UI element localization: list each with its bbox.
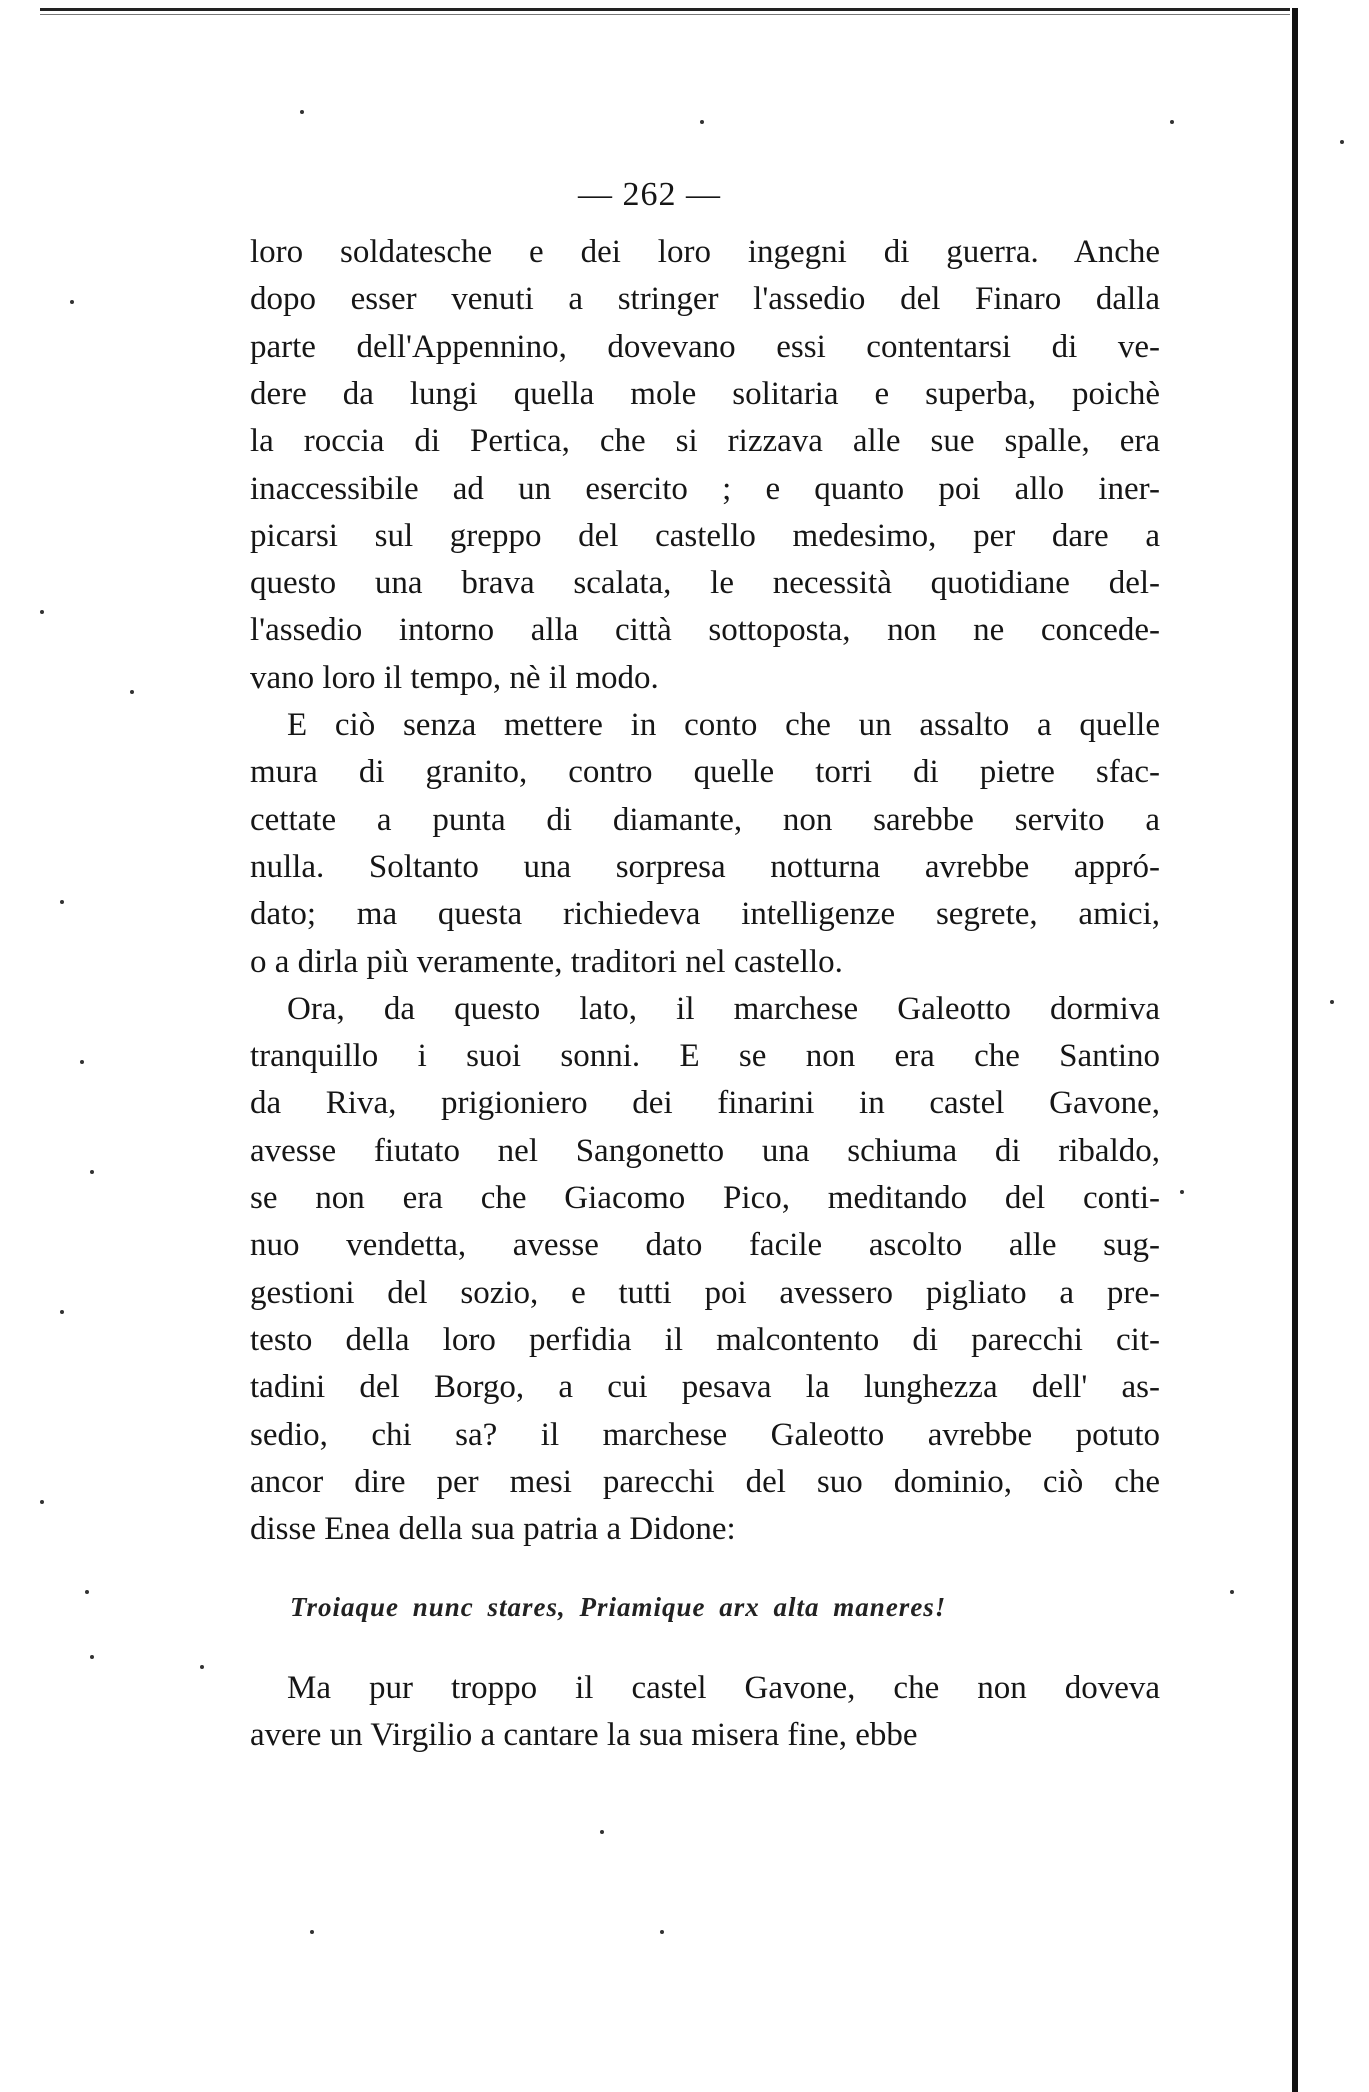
text-line: Ma pur troppo il castel Gavone, che non doveva <box>287 1670 1160 1706</box>
text-line: tranquillo i suoi sonni. E se non era che Santino <box>250 1038 1160 1075</box>
scan-speck <box>85 1590 89 1594</box>
page-number-text: — 262 — <box>578 176 721 213</box>
scan-speck <box>1230 1590 1234 1594</box>
scan-speck <box>40 610 44 614</box>
text-line: dere da lungi quella mole solitaria e superba, poichè <box>250 375 1160 412</box>
page-number <box>0 176 1369 214</box>
text-line: ancor dire per mesi parecchi del suo dominio, ciò che <box>250 1463 1160 1500</box>
scan-speck <box>200 1665 204 1669</box>
text-line: loro soldatesche e dei loro ingegni di guerra. Anche <box>250 234 1160 270</box>
text-line: da Riva, prigioniero dei finarini in castel Gavone, <box>250 1085 1160 1122</box>
text-line: questo una brava scalata, le necessità quotidiane del- <box>250 565 1160 602</box>
text-line: picarsi sul greppo del castello medesimo, per dare a <box>250 517 1160 554</box>
text-line: o a dirla più veramente, traditori nel castello. <box>250 943 843 980</box>
text-line: mura di granito, contro quelle torri di pietre sfac- <box>250 754 1160 791</box>
scan-speck <box>300 110 304 114</box>
text-line: la roccia di Pertica, che si rizzava alle sue spalle, era <box>250 423 1160 460</box>
text-line: E ciò senza mettere in conto che un assalto a quelle <box>287 707 1160 743</box>
text-line: sedio, chi sa? il marchese Galeotto avrebbe potuto <box>250 1416 1160 1453</box>
scan-speck <box>40 1500 44 1504</box>
scan-speck <box>700 120 704 124</box>
text-line: cettate a punta di diamante, non sarebbe servito a <box>250 801 1160 838</box>
scan-speck <box>80 1060 84 1064</box>
text-line: nuo vendetta, avesse dato facile ascolto alle sug- <box>250 1227 1160 1264</box>
text-line: avere un Virgilio a cantare la sua misera fine, ebbe <box>250 1717 918 1754</box>
text-line: dato; ma questa richiedeva intelligenze segrete, amici, <box>250 896 1160 933</box>
scan-speck <box>60 900 64 904</box>
scan-speck <box>310 1930 314 1934</box>
scan-speck <box>1340 140 1344 144</box>
top-border-line <box>40 8 1290 11</box>
right-page-edge <box>1292 8 1298 2092</box>
text-line: Ora, da questo lato, il marchese Galeotto dormiva <box>287 990 1160 1027</box>
scan-speck <box>660 1930 664 1934</box>
text-line: disse Enea della sua patria a Didone: <box>250 1511 736 1548</box>
text-line: gestioni del sozio, e tutti poi avessero pigliato a pre- <box>250 1274 1160 1311</box>
scan-speck <box>1170 120 1174 124</box>
scan-speck <box>600 1830 604 1834</box>
text-line: dopo esser venuti a stringer l'assedio del Finaro dalla <box>250 281 1160 318</box>
text-line: tadini del Borgo, a cui pesava la lunghezza dell' as- <box>250 1369 1160 1406</box>
top-border-line-thin <box>40 14 1290 15</box>
text-line: se non era che Giacomo Pico, meditando del conti- <box>250 1180 1160 1216</box>
scan-speck <box>90 1170 94 1174</box>
text-line: l'assedio intorno alla città sottoposta, non ne concede- <box>250 612 1160 649</box>
text-line: inaccessibile ad un esercito ; e quanto poi allo iner- <box>250 470 1160 507</box>
text-line: vano loro il tempo, nè il modo. <box>250 659 659 696</box>
scan-speck <box>1330 1000 1334 1004</box>
text-line: parte dell'Appennino, dovevano essi contentarsi di ve- <box>250 328 1160 365</box>
scan-speck <box>90 1655 94 1659</box>
text-line: avesse fiutato nel Sangonetto una schiuma di ribaldo, <box>250 1132 1160 1169</box>
text-line: testo della loro perfidia il malcontento di parecchi cit- <box>250 1321 1160 1358</box>
scan-speck <box>130 690 134 694</box>
latin-quote: Troiaque nunc stares, Priamique arx alta maneres! <box>290 1592 947 1622</box>
scan-speck <box>1180 1190 1184 1194</box>
scan-speck <box>60 1310 64 1314</box>
text-line: nulla. Soltanto una sorpresa notturna avrebbe appró- <box>250 848 1160 885</box>
scan-speck <box>70 300 74 304</box>
